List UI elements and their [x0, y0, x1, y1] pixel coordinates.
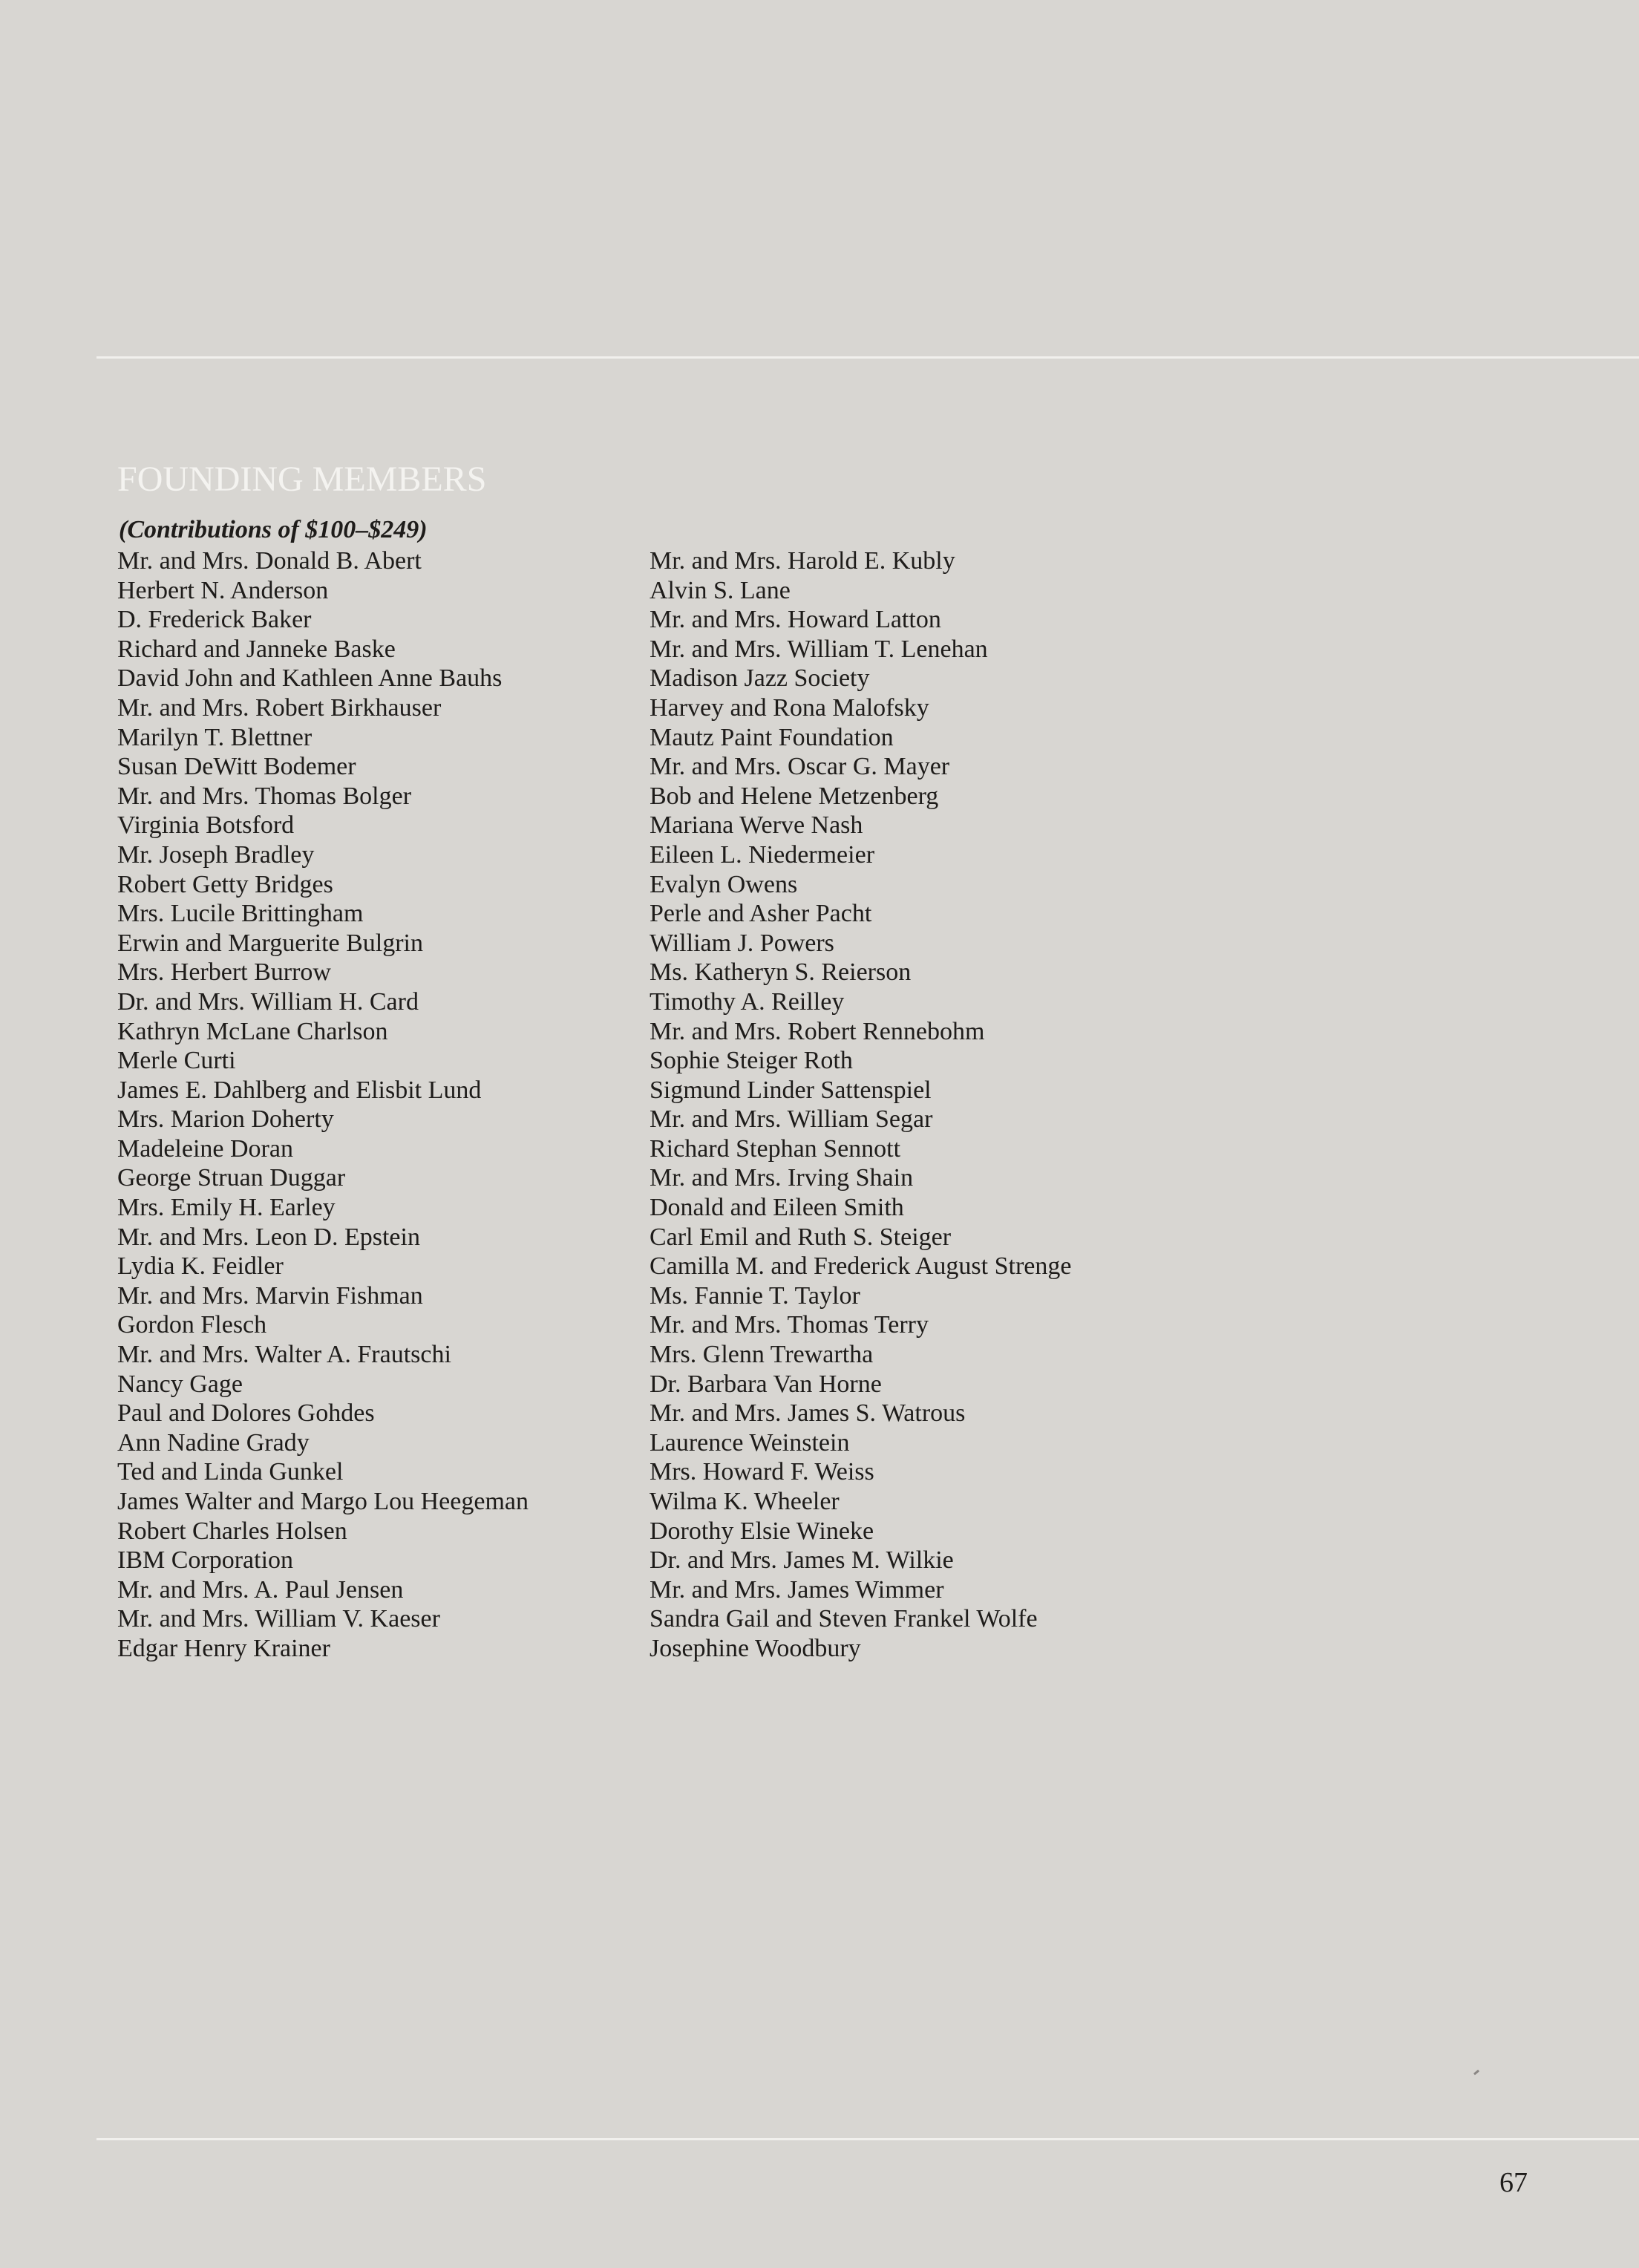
member-name: Mr. and Mrs. Donald B. Abert	[117, 547, 422, 575]
member-name: Ms. Fannie T. Taylor	[650, 1281, 860, 1310]
member-name: Sigmund Linder Sattenspiel	[650, 1076, 932, 1104]
member-name: Carl Emil and Ruth S. Steiger	[650, 1223, 952, 1251]
member-name: Marilyn T. Blettner	[117, 723, 313, 751]
member-name: Mr. and Mrs. Thomas Bolger	[117, 782, 412, 810]
member-name: Mr. Joseph Bradley	[117, 840, 315, 869]
member-name: William J. Powers	[650, 929, 834, 957]
member-name: Mrs. Glenn Trewartha	[650, 1341, 874, 1369]
member-name: Mr. and Mrs. James S. Watrous	[650, 1399, 966, 1428]
member-name: Evalyn Owens	[650, 870, 798, 898]
member-name: Laurence Weinstein	[650, 1428, 850, 1457]
member-name: Ann Nadine Grady	[117, 1428, 310, 1457]
member-name: Camilla M. and Frederick August Strenge	[650, 1252, 1072, 1281]
member-name: Josephine Woodbury	[650, 1634, 861, 1662]
member-name: Virginia Botsford	[117, 811, 295, 840]
member-name: Richard Stephan Sennott	[650, 1134, 901, 1163]
page-number: 67	[1499, 2167, 1528, 2198]
member-name: IBM Corporation	[117, 1546, 294, 1575]
member-name: Dr. and Mrs. William H. Card	[117, 987, 419, 1016]
member-name: Mr. and Mrs. James Wimmer	[650, 1575, 944, 1604]
member-name: Erwin and Marguerite Bulgrin	[117, 929, 424, 957]
member-name: Harvey and Rona Malofsky	[650, 693, 929, 722]
member-name: Paul and Dolores Gohdes	[117, 1399, 375, 1428]
member-name: Mr. and Mrs. Robert Rennebohm	[650, 1017, 985, 1045]
members-column-right	[650, 546, 1071, 1664]
member-name: Wilma K. Wheeler	[650, 1488, 840, 1515]
member-name: Mrs. Marion Doherty	[117, 1105, 334, 1134]
member-name: Edgar Henry Krainer	[117, 1634, 330, 1662]
member-name: Mr. and Mrs. Irving Shain	[650, 1164, 914, 1192]
member-name: Kathryn McLane Charlson	[117, 1017, 388, 1045]
member-name: James E. Dahlberg and Elisbit Lund	[117, 1076, 482, 1104]
member-name: Eileen L. Niedermeier	[650, 840, 875, 869]
member-name: Herbert N. Anderson	[117, 576, 329, 604]
member-name: Mautz Paint Foundation	[650, 723, 894, 751]
member-name: Dorothy Elsie Wineke	[650, 1517, 874, 1545]
member-name: Richard and Janneke Baske	[117, 635, 396, 663]
top-divider	[96, 356, 1639, 359]
member-name: Ted and Linda Gunkel	[117, 1458, 344, 1486]
member-name: Mr. and Mrs. Howard Latton	[650, 606, 941, 634]
member-name: Donald and Eileen Smith	[650, 1194, 904, 1222]
member-name: Madison Jazz Society	[650, 664, 870, 693]
member-name: James Walter and Margo Lou Heegeman	[117, 1488, 529, 1515]
member-name: Mrs. Lucile Brittingham	[117, 900, 364, 928]
member-name: Mr. and Mrs. William V. Kaeser	[117, 1605, 440, 1633]
member-name: Bob and Helene Metzenberg	[650, 782, 939, 810]
member-name: Mrs. Herbert Burrow	[117, 958, 331, 987]
member-name: Merle Curti	[117, 1047, 236, 1075]
member-name: Mr. and Mrs. Leon D. Epstein	[117, 1223, 420, 1251]
member-name: Alvin S. Lane	[650, 576, 791, 604]
member-name: Mr. and Mrs. Robert Birkhauser	[117, 693, 442, 722]
member-name: Sophie Steiger Roth	[650, 1047, 853, 1075]
paper-speck	[1473, 2070, 1479, 2075]
member-name: Mr. and Mrs. Marvin Fishman	[117, 1281, 423, 1310]
member-name: Sandra Gail and Steven Frankel Wolfe	[650, 1605, 1038, 1633]
member-name: Mr. and Mrs. A. Paul Jensen	[117, 1575, 404, 1604]
member-name: Mr. and Mrs. Walter A. Frautschi	[117, 1341, 451, 1369]
member-name: Timothy A. Reilley	[650, 987, 845, 1016]
member-name: Madeleine Doran	[117, 1134, 293, 1163]
member-name: Robert Charles Holsen	[117, 1517, 347, 1545]
members-column-left	[117, 546, 529, 1664]
member-name: David John and Kathleen Anne Bauhs	[117, 664, 503, 693]
member-name: Nancy Gage	[117, 1370, 243, 1398]
member-name: Mr. and Mrs. Thomas Terry	[650, 1311, 929, 1339]
member-name: Dr. Barbara Van Horne	[650, 1370, 882, 1398]
member-name: Perle and Asher Pacht	[650, 900, 872, 928]
member-name: Mr. and Mrs. Harold E. Kubly	[650, 547, 955, 575]
member-name: Mrs. Howard F. Weiss	[650, 1458, 874, 1486]
bottom-divider	[96, 2138, 1639, 2140]
member-name: Mariana Werve Nash	[650, 811, 863, 840]
member-name: Robert Getty Bridges	[117, 870, 333, 898]
member-name: Mr. and Mrs. Oscar G. Mayer	[650, 753, 950, 781]
section-title: FOUNDING MEMBERS	[117, 460, 487, 499]
section-subtitle: (Contributions of $100–$249)	[119, 516, 428, 543]
member-name: Mrs. Emily H. Earley	[117, 1194, 336, 1222]
member-name: Mr. and Mrs. William T. Lenehan	[650, 635, 988, 663]
member-name: George Struan Duggar	[117, 1164, 346, 1192]
member-name: Gordon Flesch	[117, 1311, 267, 1339]
member-name: Susan DeWitt Bodemer	[117, 753, 356, 781]
member-name: D. Frederick Baker	[117, 606, 312, 634]
member-name: Mr. and Mrs. William Segar	[650, 1105, 933, 1134]
member-name: Ms. Katheryn S. Reierson	[650, 958, 912, 987]
member-name: Dr. and Mrs. James M. Wilkie	[650, 1546, 954, 1575]
member-name: Lydia K. Feidler	[117, 1252, 284, 1281]
